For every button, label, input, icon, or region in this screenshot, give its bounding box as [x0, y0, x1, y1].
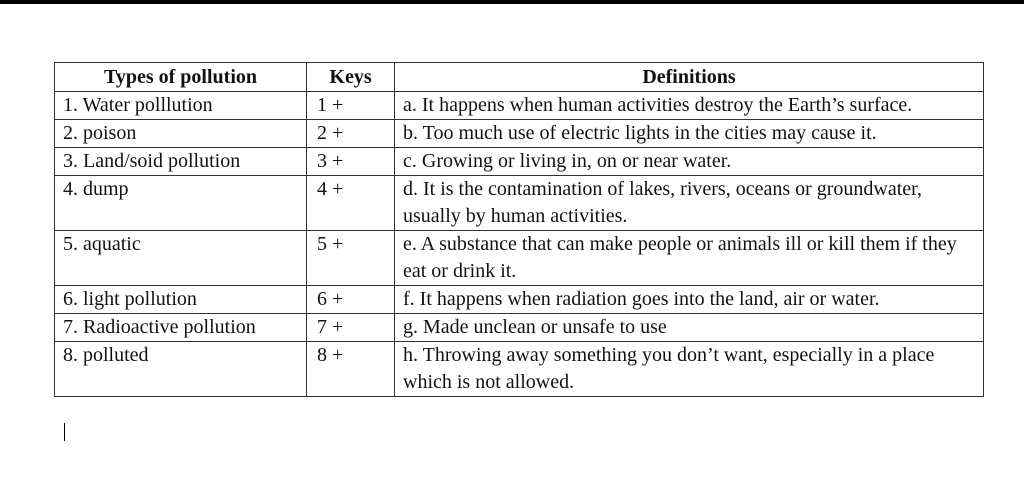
key-cell[interactable]: 1 +	[307, 92, 395, 120]
key-cell[interactable]: 2 +	[307, 120, 395, 148]
top-border-bar	[0, 0, 1024, 4]
definition-cell[interactable]: d. It is the contamination of lakes, rivers, oceans or groundwater, usually by human activities.	[395, 176, 984, 231]
table-row	[55, 148, 984, 176]
header-types: Types of pollution	[55, 63, 307, 92]
type-cell[interactable]: 8. polluted	[55, 342, 307, 397]
type-cell[interactable]: 2. poison	[55, 120, 307, 148]
table-row	[55, 342, 984, 397]
definition-cell[interactable]: c. Growing or living in, on or near water.	[395, 148, 984, 176]
header-definitions: Definitions	[395, 63, 984, 92]
table-row	[55, 120, 984, 148]
definition-cell[interactable]: g. Made unclean or unsafe to use	[395, 314, 984, 342]
table-row	[55, 92, 984, 120]
header-keys: Keys	[307, 63, 395, 92]
type-cell[interactable]: 1. Water polllution	[55, 92, 307, 120]
type-cell[interactable]: 7. Radioactive pollution	[55, 314, 307, 342]
definition-cell[interactable]: a. It happens when human activities destroy the Earth’s surface.	[395, 92, 984, 120]
key-cell[interactable]: 7 +	[307, 314, 395, 342]
table-row	[55, 314, 984, 342]
type-cell[interactable]: 6. light pollution	[55, 286, 307, 314]
key-cell[interactable]: 4 +	[307, 176, 395, 231]
definition-cell[interactable]: f. It happens when radiation goes into the land, air or water.	[395, 286, 984, 314]
definition-cell[interactable]: h. Throwing away something you don’t want, especially in a place which is not allowed.	[395, 342, 984, 397]
type-cell[interactable]: 3. Land/soid pollution	[55, 148, 307, 176]
key-cell[interactable]: 8 +	[307, 342, 395, 397]
table-row	[55, 286, 984, 314]
text-cursor	[64, 423, 65, 441]
pollution-matching-table	[54, 62, 984, 397]
key-cell[interactable]: 3 +	[307, 148, 395, 176]
table-header-row	[55, 63, 984, 92]
definition-cell[interactable]: e. A substance that can make people or animals ill or kill them if they eat or drink it.	[395, 231, 984, 286]
table-row	[55, 231, 984, 286]
key-cell[interactable]: 6 +	[307, 286, 395, 314]
type-cell[interactable]: 5. aquatic	[55, 231, 307, 286]
key-cell[interactable]: 5 +	[307, 231, 395, 286]
table-row	[55, 176, 984, 231]
type-cell[interactable]: 4. dump	[55, 176, 307, 231]
definition-cell[interactable]: b. Too much use of electric lights in the cities may cause it.	[395, 120, 984, 148]
